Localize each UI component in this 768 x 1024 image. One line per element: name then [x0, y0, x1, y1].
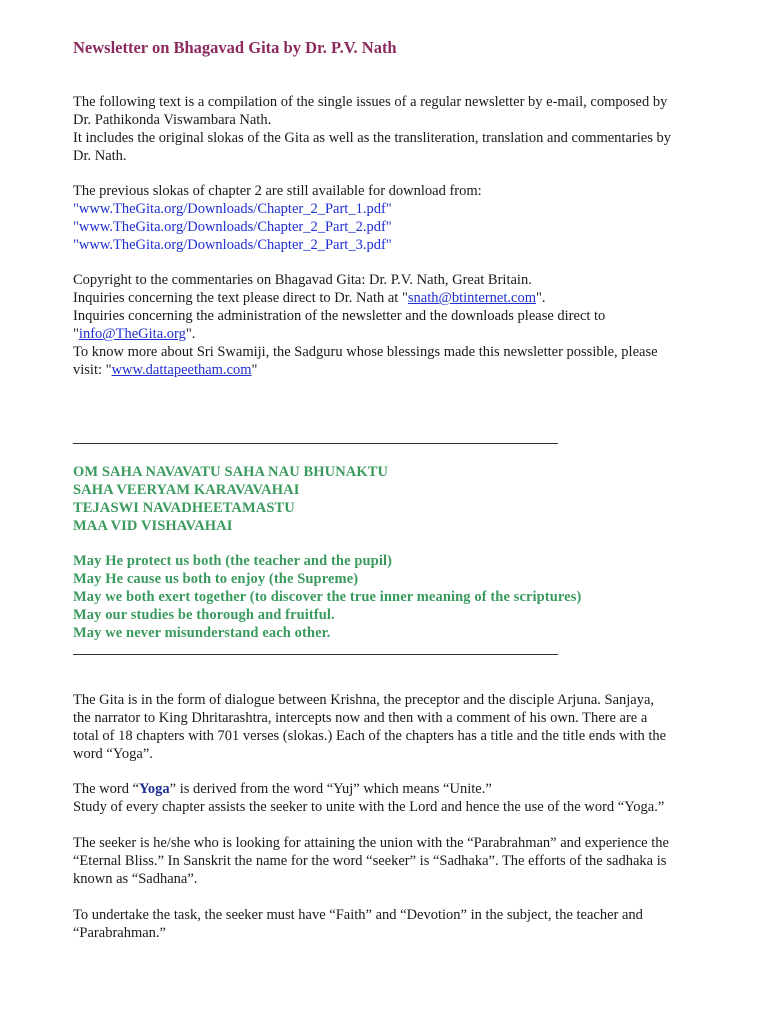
yoga-word: Yoga	[139, 781, 170, 797]
copyright-line: Copyright to the commentaries on Bhagavad Gita: Dr. P.V. Nath, Great Britain.	[73, 272, 532, 288]
intro-line: The following text is a compilation of the single issues of a regular newsletter by e-mail, composed by	[73, 94, 668, 110]
visit-suffix: "	[251, 362, 258, 378]
admin-prefix: "	[73, 326, 79, 342]
body-line: “Eternal Bliss.” In Sanskrit the name for the word “seeker” is “Sadhaka”. The efforts of the sadhaka is	[73, 853, 667, 869]
contact-prefix: Inquiries concerning the text please direct to Dr. Nath at "	[73, 290, 408, 306]
visit-prefix: visit: "	[73, 362, 112, 378]
body-paragraph-2	[73, 780, 733, 816]
admin-suffix: ".	[185, 326, 196, 342]
divider-bottom	[73, 654, 558, 655]
download-link-part-3[interactable]: "www.TheGita.org/Downloads/Chapter_2_Part_3.pdf"	[73, 237, 392, 253]
mantra-line: TEJASWI NAVADHEETAMASTU	[73, 500, 295, 516]
copyright-section	[73, 271, 733, 379]
admin-line: Inquiries concerning the administration of the newsletter and the downloads please direct to	[73, 308, 606, 324]
yoga-prefix: The word “	[73, 781, 140, 797]
translation-line: May He cause us both to enjoy (the Supreme)	[73, 571, 359, 587]
body-line: The seeker is he/she who is looking for attaining the union with the “Parabrahman” and experience the	[73, 835, 669, 851]
intro-line: It includes the original slokas of the Gita as well as the transliteration, translation and commentaries by	[73, 130, 671, 146]
page-title: Newsletter on Bhagavad Gita by Dr. P.V. Nath	[73, 38, 397, 57]
contact-suffix: ".	[536, 290, 546, 306]
yoga-definition-line	[73, 780, 733, 798]
contact-line-text	[73, 289, 733, 307]
downloads-section	[73, 182, 733, 254]
body-paragraph-3	[73, 834, 733, 888]
body-line: word “Yoga”.	[73, 746, 153, 762]
body-line: total of 18 chapters with 701 verses (slokas.) Each of the chapters has a title and the title ends with the	[73, 728, 667, 744]
mantra-line: MAA VID VISHAVAHAI	[73, 518, 233, 534]
intro-paragraph	[73, 93, 733, 165]
divider-top	[73, 443, 558, 444]
translation-line: May we never misunderstand each other.	[73, 625, 331, 641]
mantra-line: OM SAHA NAVAVATU SAHA NAU BHUNAKTU	[73, 464, 389, 480]
translation-section	[73, 552, 733, 642]
body-line: The Gita is in the form of dialogue between Krishna, the preceptor and the disciple Arjuna. Sanjaya,	[73, 692, 655, 708]
visit-line	[73, 361, 733, 379]
body-line: To undertake the task, the seeker must have “Faith” and “Devotion” in the subject, the teacher and	[73, 907, 643, 923]
body-line: known as “Sadhana”.	[73, 871, 198, 887]
email-link-info[interactable]: info@TheGita.org	[78, 326, 186, 342]
downloads-lead: The previous slokas of chapter 2 are still available for download from:	[73, 183, 482, 199]
body-paragraph-4	[73, 906, 733, 942]
mantra-line: SAHA VEERYAM KARAVAVAHAI	[73, 482, 300, 498]
intro-line: Dr. Nath.	[73, 148, 127, 164]
admin-email-line	[73, 325, 733, 343]
translation-line: May our studies be thorough and fruitful.	[73, 607, 335, 623]
download-link-part-2[interactable]: "www.TheGita.org/Downloads/Chapter_2_Part_2.pdf"	[73, 219, 392, 235]
body-line: the narrator to King Dhritarashtra, intercepts now and then with a comment of his own. There are a	[73, 710, 648, 726]
email-link-snath[interactable]: snath@btinternet.com	[407, 290, 536, 306]
body-paragraph-1	[73, 691, 733, 763]
website-link-dattapeetham[interactable]: www.dattapeetham.com	[111, 362, 252, 378]
yoga-suffix: ” is derived from the word “Yuj” which means “Unite.”	[169, 781, 492, 797]
translation-line: May we both exert together (to discover the true inner meaning of the scriptures)	[73, 589, 582, 605]
intro-line: Dr. Pathikonda Viswambara Nath.	[73, 112, 272, 128]
mantra-section	[73, 463, 733, 535]
swamiji-line: To know more about Sri Swamiji, the Sadguru whose blessings made this newsletter possible, please	[73, 344, 658, 360]
body-line: Study of every chapter assists the seeker to unite with the Lord and hence the use of the word “Yoga.”	[73, 799, 665, 815]
translation-line: May He protect us both (the teacher and the pupil)	[73, 553, 393, 569]
body-line: “Parabrahman.”	[73, 925, 166, 941]
download-link-part-1[interactable]: "www.TheGita.org/Downloads/Chapter_2_Part_1.pdf"	[73, 201, 392, 217]
